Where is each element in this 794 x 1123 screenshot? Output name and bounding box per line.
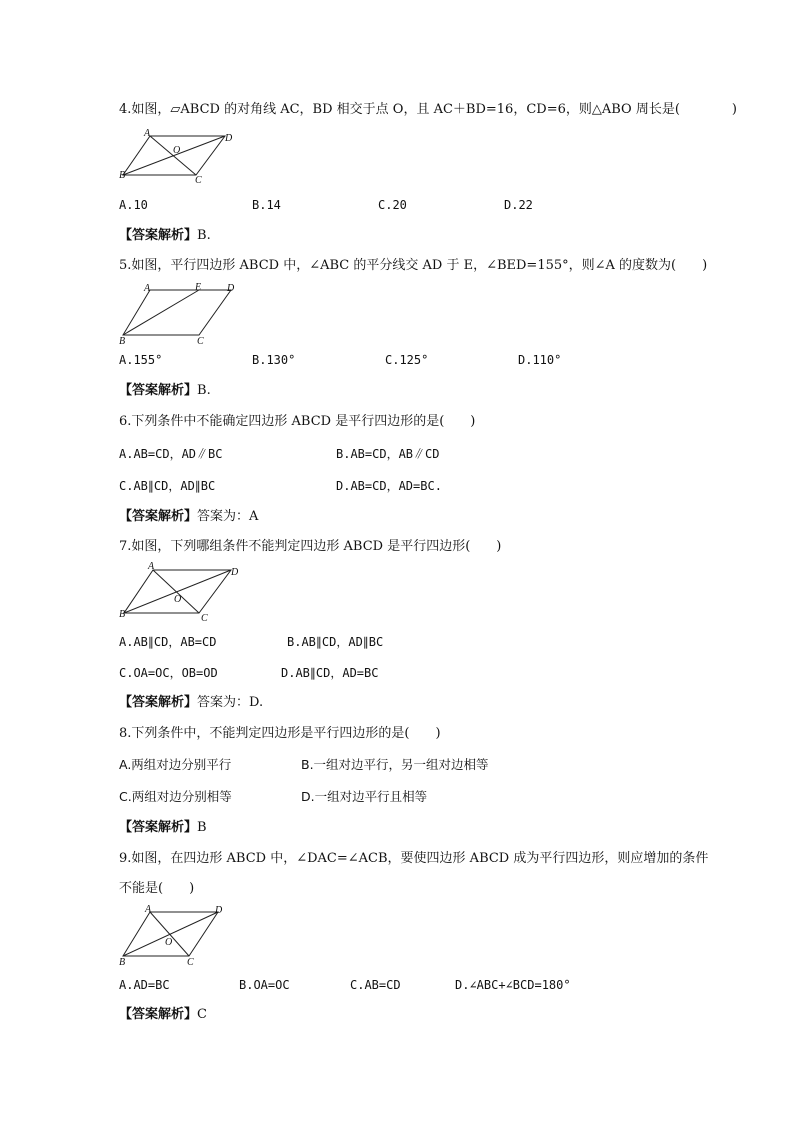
q4-label-b: B bbox=[119, 170, 126, 181]
q7-diagonal-ac bbox=[153, 570, 199, 613]
q8-option-c: C.两组对边分别相等 bbox=[119, 789, 232, 804]
q4-answer-tag: 【答案解析】 bbox=[119, 228, 198, 243]
q5-label-d: D bbox=[227, 283, 235, 294]
q8-option-b: B.一组对边平行，另一组对边相等 bbox=[301, 757, 489, 772]
q7-label-o: O bbox=[174, 594, 182, 605]
q7-answer-text: 答案为：D. bbox=[197, 695, 264, 710]
q7-answer-tag: 【答案解析】 bbox=[119, 695, 198, 710]
q5-stem: 5.如图，平行四边形 ABCD 中，∠ABC 的平分线交 AD 于 E，∠BED=155°，则∠A 的度数为( ) bbox=[119, 258, 708, 273]
q6-option-c: C.AB∥CD，AD∥BC bbox=[119, 479, 216, 493]
q4-answer-text: B. bbox=[197, 228, 211, 243]
q7-option-a: A.AB∥CD，AB=CD bbox=[119, 635, 217, 649]
q4-label-a: A bbox=[144, 128, 151, 139]
q8-option-a: A.两组对边分别平行 bbox=[119, 757, 232, 772]
q9-answer-text: C bbox=[197, 1007, 207, 1022]
q4-stem: 4.如图，▱ABCD 的对角线 AC，BD 相交于点 O，且 AC＋BD=16，CD=6，则△ABO 周长是( ) bbox=[119, 102, 737, 117]
q6-option-a: A.AB=CD，AD∥BC bbox=[119, 447, 223, 461]
q9-label-b: B bbox=[119, 957, 126, 968]
q9-answer bbox=[119, 1006, 207, 1024]
q7-answer bbox=[119, 694, 263, 712]
q7-parallelogram-figure bbox=[119, 561, 244, 623]
q5-option-c: C.125° bbox=[385, 353, 429, 367]
q4-answer bbox=[119, 227, 211, 245]
q4-option-b: B.14 bbox=[252, 198, 281, 212]
q9-stem-line1: 9.如图，在四边形 ABCD 中，∠DAC=∠ACB，要使四边形 ABCD 成为平行四边形，则应增加的条件 bbox=[119, 851, 709, 866]
q6-answer-text: 答案为：A bbox=[197, 509, 259, 524]
q5-parallelogram-figure bbox=[119, 282, 244, 346]
q4-label-o: O bbox=[173, 145, 181, 156]
q7-option-d: D.AB∥CD，AD=BC bbox=[281, 666, 379, 680]
q4-parallelogram-figure bbox=[119, 128, 239, 184]
q5-outline bbox=[123, 290, 231, 335]
q5-option-d: D.110° bbox=[518, 353, 562, 367]
q4-option-a: A.10 bbox=[119, 198, 148, 212]
q5-option-b: B.130° bbox=[252, 353, 296, 367]
q8-stem: 8.下列条件中，不能判定四边形是平行四边形的是( ) bbox=[119, 726, 441, 741]
q7-label-b: B bbox=[119, 609, 126, 620]
q8-answer-text: B bbox=[197, 820, 207, 835]
q9-label-a: A bbox=[145, 904, 152, 915]
q7-stem: 7.如图，下列哪组条件不能判定四边形 ABCD 是平行四边形( ) bbox=[119, 539, 502, 554]
q9-option-b: B.OA=OC bbox=[239, 978, 290, 992]
q4-option-d: D.22 bbox=[504, 198, 533, 212]
q9-parallelogram-figure bbox=[119, 904, 239, 968]
q5-answer-tag: 【答案解析】 bbox=[119, 383, 198, 398]
q6-answer-tag: 【答案解析】 bbox=[119, 509, 198, 524]
q5-label-a: A bbox=[144, 283, 151, 294]
q8-answer-tag: 【答案解析】 bbox=[119, 820, 198, 835]
q9-option-d: D.∠ABC+∠BCD=180° bbox=[455, 978, 571, 992]
q6-answer bbox=[119, 508, 258, 526]
q7-label-c: C bbox=[201, 613, 208, 623]
q5-option-a: A.155° bbox=[119, 353, 163, 367]
q9-stem-line2: 不能是( ) bbox=[119, 881, 195, 896]
q9-option-c: C.AB=CD bbox=[350, 978, 401, 992]
q8-option-d: D.一组对边平行且相等 bbox=[301, 789, 428, 804]
q6-option-b: B.AB=CD，AB∥CD bbox=[336, 447, 440, 461]
q4-option-c: C.20 bbox=[378, 198, 407, 212]
q5-answer-text: B. bbox=[197, 383, 211, 398]
q9-answer-tag: 【答案解析】 bbox=[119, 1007, 198, 1022]
q9-label-o: O bbox=[165, 937, 173, 948]
q5-label-c: C bbox=[197, 336, 204, 346]
q7-label-a: A bbox=[148, 561, 155, 572]
q8-answer bbox=[119, 819, 207, 837]
q9-label-d: D bbox=[215, 905, 223, 916]
q5-label-b: B bbox=[119, 336, 126, 346]
q9-option-a: A.AD=BC bbox=[119, 978, 170, 992]
q9-label-c: C bbox=[187, 957, 194, 968]
q5-bisector-be bbox=[123, 290, 199, 335]
q4-label-c: C bbox=[195, 175, 202, 184]
q6-option-d: D.AB=CD，AD=BC. bbox=[336, 479, 442, 493]
q7-option-b: B.AB∥CD，AD∥BC bbox=[287, 635, 384, 649]
q5-answer bbox=[119, 382, 211, 400]
q7-option-c: C.OA=OC，OB=OD bbox=[119, 666, 218, 680]
q7-label-d: D bbox=[231, 567, 239, 578]
q4-label-d: D bbox=[225, 133, 233, 144]
q6-stem: 6.下列条件中不能确定四边形 ABCD 是平行四边形的是( ) bbox=[119, 414, 476, 429]
q5-label-e: E bbox=[195, 282, 202, 293]
